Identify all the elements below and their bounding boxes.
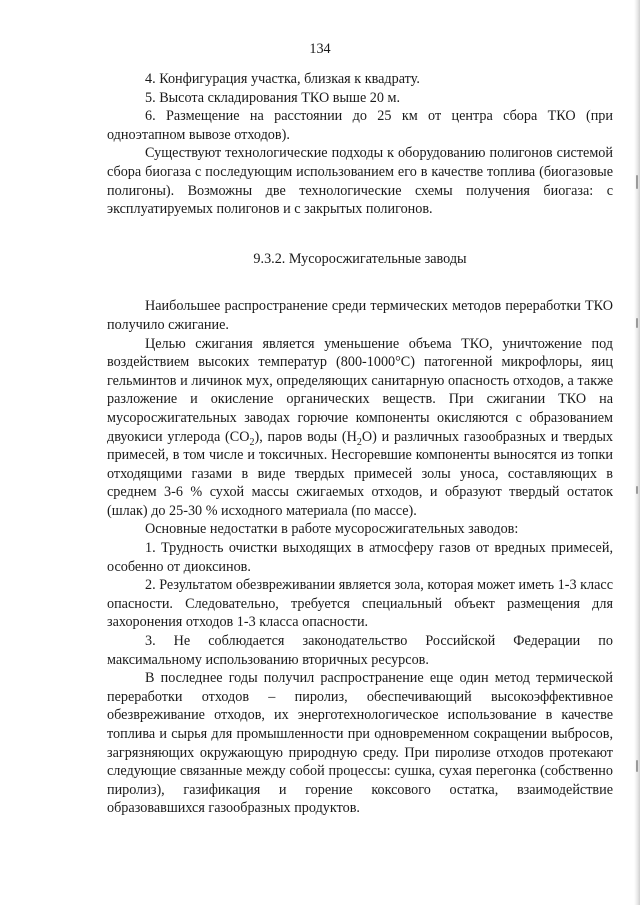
paragraph-biogas: Существуют технологические подходы к оборудованию полигонов системой сбора биогаза с последующим использованием его в качестве топлива (биогазовые полигоны). Возможны две технологические схемы получения биогаза: с эксплуатируемых полигонов и с закрытых полигонов. <box>107 145 613 218</box>
paragraph-goal-part2: ), паров воды (H <box>254 428 357 445</box>
drawback-item-3: 3. Не соблюдается законодательство Российской Федерации по максимальному использованию вторичных ресурсов. <box>107 633 613 668</box>
paragraph-intro: Наибольшее распространение среди термических методов переработки ТКО получило сжигание. <box>107 298 613 333</box>
scan-speck <box>636 175 638 189</box>
co2-subscript: 2 <box>249 436 255 448</box>
drawback-item-1: 1. Трудность очистки выходящих в атмосферу газов от вредных примесей, особенно от диоксинов. <box>107 540 613 575</box>
scan-speck <box>636 318 638 328</box>
list-item-4: 4. Конфигурация участка, близкая к квадрату. <box>145 71 420 87</box>
list-item-5: 5. Высота складирования ТКО выше 20 м. <box>145 89 401 106</box>
paragraph-goal-part1: Целью сжигания является уменьшение объема ТКО, уничтожение под воздействием высоких температур (800-1000°C) патогенной микрофлоры, яиц гельминтов и личинок мух, определяющих санитарную опасность отходов, а также разложение и окисление органических веществ. При сжигании ТКО на мусоросжигательных заводах горючие компоненты окисляются с образованием двуокиси углерода (CO <box>107 335 613 445</box>
h2o-subscript: 2 <box>356 436 362 448</box>
scan-speck <box>636 486 638 494</box>
page-number: 134 <box>309 41 331 57</box>
section-heading: 9.3.2. Мусоросжигательные заводы <box>253 250 467 267</box>
page-body <box>107 70 613 818</box>
paragraph-goal-part3: O) и различных газообразных и твердых примесей, в том числе и токсичных. Несгоревшие компоненты выносятся из топки отходящими газами в виде твердых примесей золы уноса, составляющих в среднем 3-6 % сухой массы сжигаемых отходов, и образуют твердый остаток (шлак) до 25-30 % исходного материала (по массе). <box>107 428 614 519</box>
drawbacks-intro: Основные недостатки в работе мусоросжигательных заводов: <box>145 521 519 538</box>
drawback-item-2: 2. Результатом обезвреживании является зола, которая может иметь 1-3 класс опасности. Следовательно, требуется специальный объект размещения для захоронения отходов 1-3 класса опасности. <box>107 577 613 631</box>
paragraph-goal <box>107 335 613 521</box>
list-item-6: 6. Размещение на расстоянии до 25 км от центра сбора ТКО (при одноэтапном вывозе отходов). <box>107 108 613 143</box>
paragraph-pyrolysis: В последнее годы получил распространение еще один метод термической переработки отходов – пиролиз, обеспечивающий высокоэффективное обезвреживание отходов, их энерготехнологическое использование в качестве топлива и сырья для промышленности при одновременном сокращении выбросов, загрязняющих окружающую природную среду. При пиролизе отходов протекают следующие связанные между собой процессы: сушка, сухая перегонка (собственно пиролиз), газификация и горение коксового остатка, взаимодействие образовавшихся газообразных продуктов. <box>107 670 613 817</box>
scan-speck <box>636 760 638 772</box>
